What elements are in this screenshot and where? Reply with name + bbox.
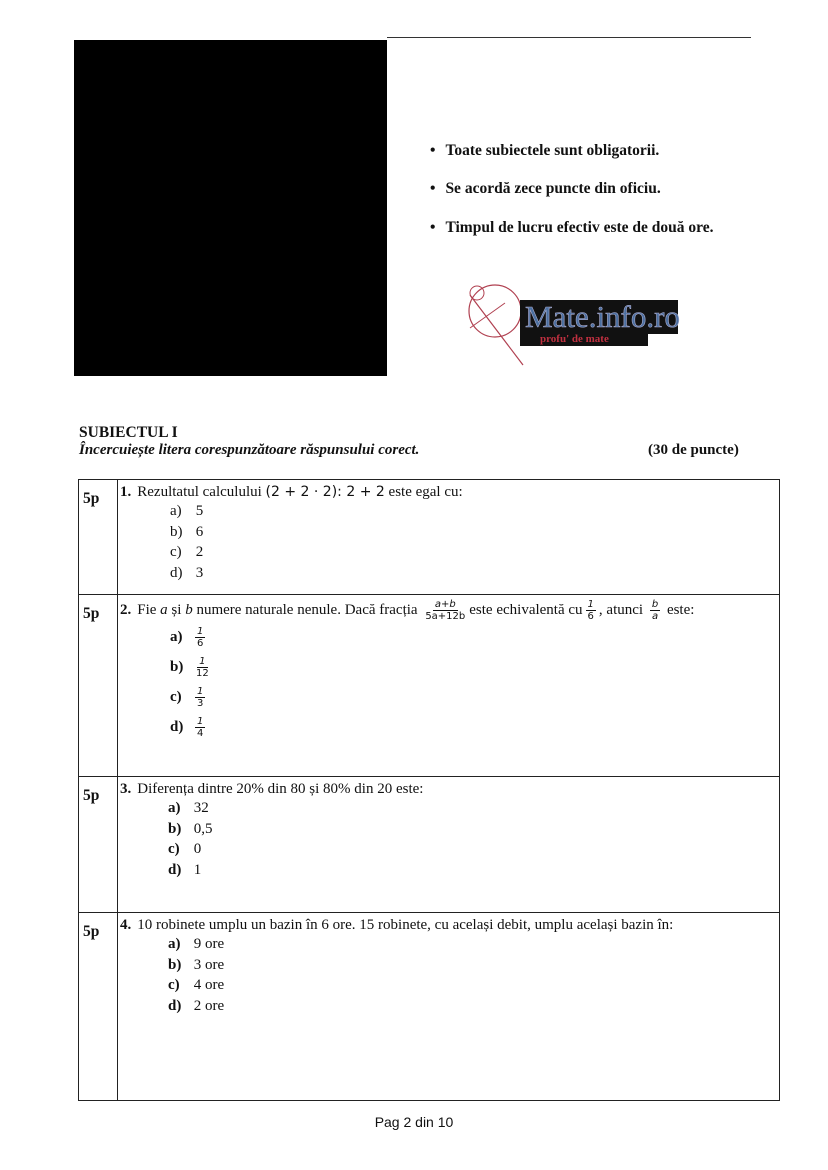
question-text: 2. Fie a și b numere naturale nenule. Dacă fracția $\frac{a+b}{5a+12b}$ este echivalentă cu $\frac{1}{6}$ , atunci $\frac{b}{a}$ este: — [120, 599, 695, 622]
section-title: SUBIECTUL I — [79, 424, 178, 441]
answer-option[interactable]: d) $\frac{1}{4}$ — [170, 716, 204, 740]
question-points: 5p — [79, 913, 118, 1101]
answer-option[interactable]: c) $\frac{1}{3}$ — [170, 686, 204, 710]
question-row — [79, 777, 780, 913]
answer-option[interactable]: c) 4 ore — [168, 977, 225, 993]
fraction: $\frac{a+b}{5a+12b}$ — [425, 599, 466, 622]
answer-option[interactable]: d) 1 — [168, 861, 202, 878]
fraction: $\frac{1}{6}$ — [587, 599, 594, 622]
answer-option[interactable]: a) 5 — [170, 503, 204, 519]
question-row — [79, 913, 780, 1101]
answer-option[interactable]: b) 3 ore — [168, 956, 225, 973]
answer-option[interactable]: d) 2 ore — [168, 997, 225, 1014]
page-number: Pag 2 din 10 — [374, 1114, 454, 1130]
question-text: Rezultatul calculului — [137, 484, 262, 500]
answer-option[interactable]: b) 0,5 — [168, 820, 213, 837]
question-points: 5p — [79, 777, 118, 913]
mateinfo-logo — [465, 283, 680, 368]
answer-option[interactable]: d) 3 — [170, 564, 204, 581]
redacted-header-block — [74, 40, 387, 376]
rule-bullet: • Toate subiectele sunt obligatorii. — [430, 142, 659, 160]
answer-option[interactable]: c) 0 — [168, 841, 202, 857]
answer-option[interactable]: a) 9 ore — [168, 936, 225, 952]
header-rule — [387, 37, 751, 38]
question-number: 3. — [120, 781, 132, 797]
question-text: este egal cu: — [388, 484, 463, 500]
section-instruction: Încercuiește litera corespunzătoare răspunsului corect. — [79, 442, 420, 458]
answer-option[interactable]: a) $\frac{1}{6}$ — [170, 626, 204, 650]
question-row — [79, 480, 780, 595]
answer-option[interactable]: b) 6 — [170, 523, 204, 540]
question-text: Diferența dintre 20% din 80 și 80% din 20 este: — [137, 781, 424, 797]
question-number: 1. — [120, 484, 132, 500]
answer-option[interactable]: c) 2 — [170, 544, 204, 560]
question-row — [79, 595, 780, 777]
svg-text:profu' de mate: profu' de mate — [540, 333, 609, 345]
rule-bullet: • Timpul de lucru efectiv este de două ore. — [430, 219, 714, 237]
answer-option[interactable]: a) 32 — [168, 800, 209, 816]
section-points: (30 de puncte) — [648, 442, 739, 458]
questions-table — [78, 479, 780, 1101]
answer-option[interactable]: b) $\frac{1}{12}$ — [170, 656, 209, 680]
fraction: $\frac{b}{a}$ — [651, 599, 659, 622]
question-points: 5p — [79, 480, 118, 595]
question-points: 5p — [79, 595, 118, 777]
math-expression: (2 + 2 · 2): 2 + 2 — [265, 484, 385, 500]
rule-bullet: • Se acordă zece puncte din oficiu. — [430, 180, 661, 198]
question-number: 4. — [120, 917, 132, 933]
question-text: 10 robinete umplu un bazin în 6 ore. 15 robinete, cu același debit, umplu același bazin în: — [137, 917, 674, 933]
svg-text:Mate.info.ro: Mate.info.ro — [525, 299, 680, 334]
